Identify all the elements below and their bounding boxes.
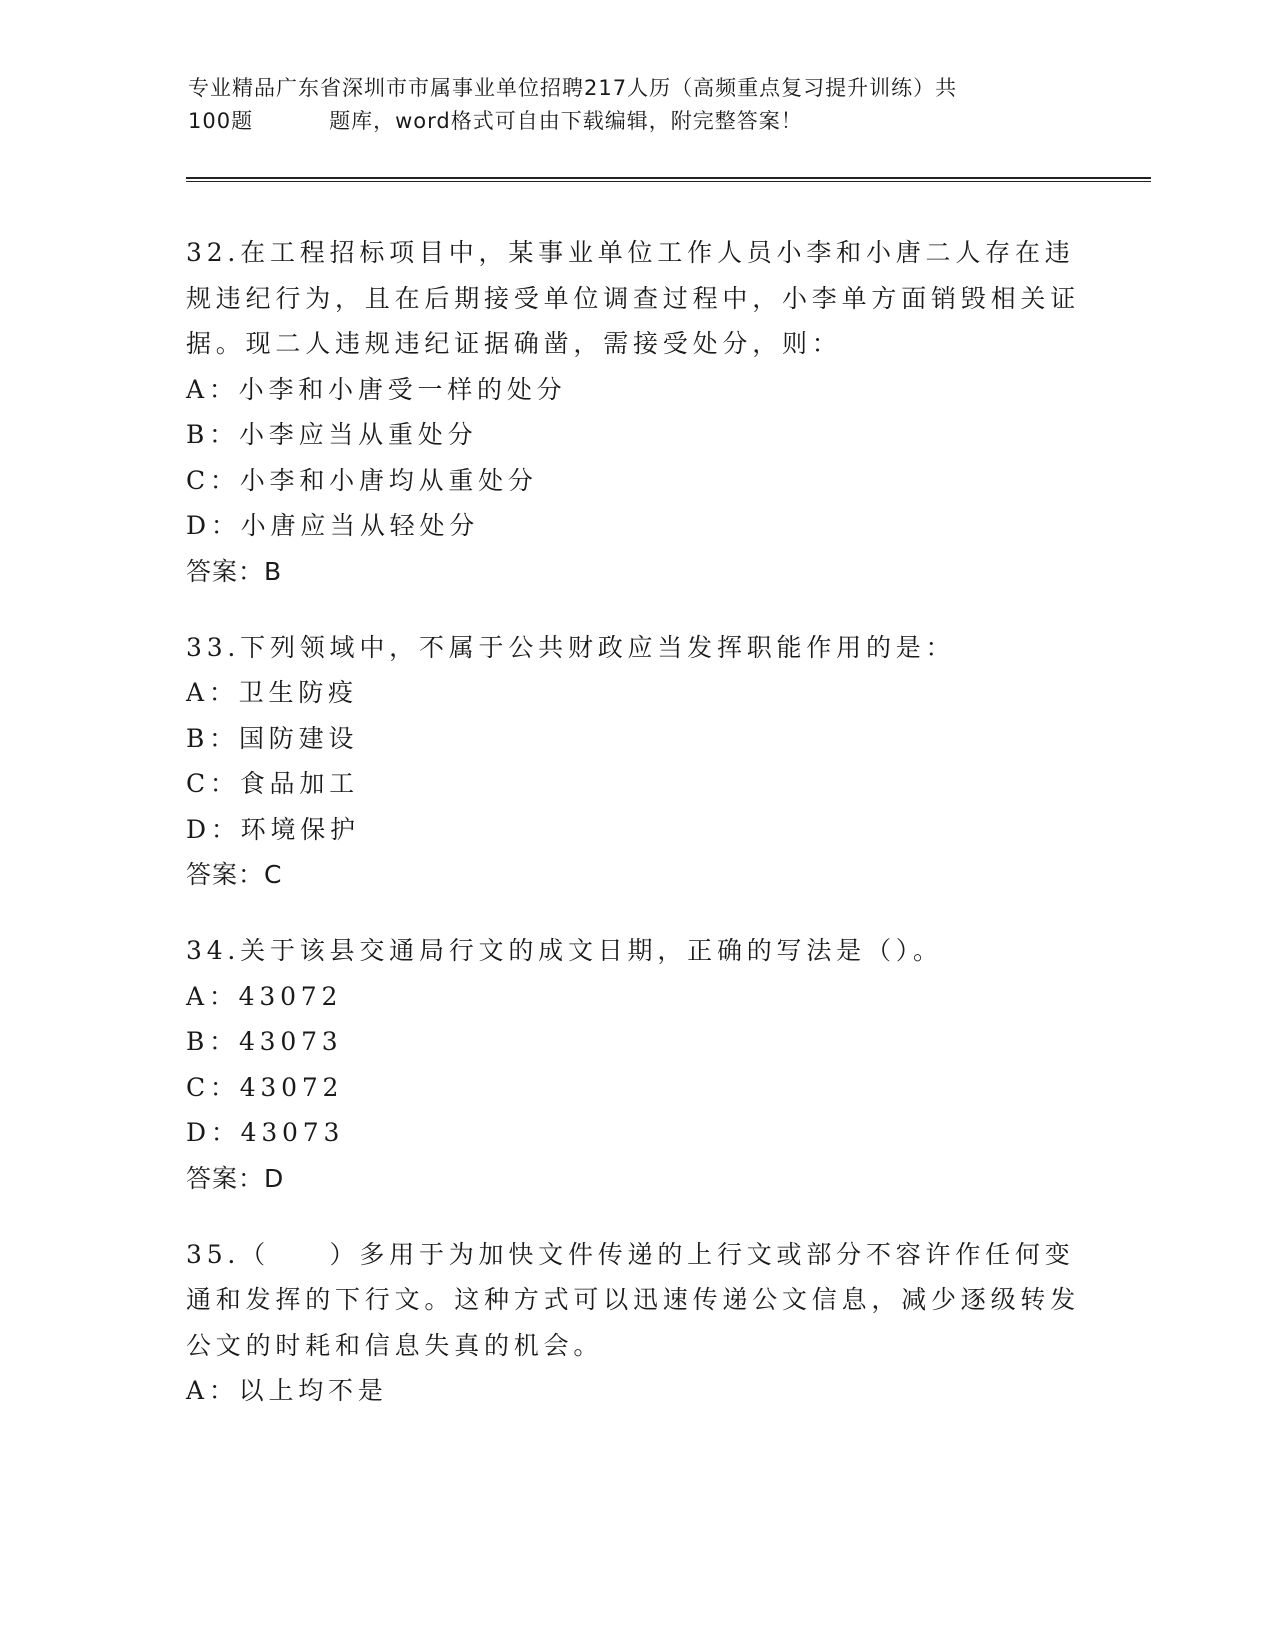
option-d: D：小唐应当从轻处分 [186,511,480,540]
header-count: 100题 [188,109,254,133]
option-a: A：小李和小唐受一样的处分 [186,374,567,404]
question-stem: 35.（ ）多用于为加快文件传递的上行文或部分不容许作任何变通和发挥的下行文。这种方式可以迅速传递公文信息，减少逐级转发公文的时耗和信息失真的机会。 [186,1239,1081,1360]
option-a: A：卫生防疫 [186,678,358,707]
question-stem: 32.在工程招标项目中，某事业单位工作人员小李和小唐二人存在违规违纪行为，且在后期接受单位调查过程中，小李单方面销毁相关证据。现二人违规违纪证据确凿，需接受处分，则： [186,238,1081,358]
header-description: 题库，word格式可自由下载编辑，附完整答案！ [329,109,803,133]
question-stem: 33.下列领域中，不属于公共财政应当发挥职能作用的是： [186,632,956,662]
document-header [188,72,1068,138]
question-35 [186,1232,1086,1414]
option-b: B：国防建设 [186,723,359,753]
option-a: A：43072 [186,981,343,1011]
option-d: D：环境保护 [186,814,360,844]
question-33 [186,625,1086,899]
option-d: D：43073 [186,1118,345,1147]
header-line-2 [188,105,1068,138]
answer: 答案：C [186,860,283,889]
answer: 答案：B [186,556,283,586]
question-34 [186,928,1086,1202]
option-c: C：食品加工 [186,769,359,798]
option-c: C：小李和小唐均从重处分 [186,465,538,495]
header-line-1: 专业精品广东省深圳市市属事业单位招聘217人历（高频重点复习提升训练）共 [188,76,958,100]
question-stem: 34.关于该县交通局行文的成文日期，正确的写法是（）。 [186,936,943,965]
option-c: C：43072 [186,1072,344,1102]
header-rule-thick [186,177,1151,179]
option-a: A：以上均不是 [186,1376,388,1405]
header-rule-thin [186,181,1151,182]
question-list [186,230,1086,1444]
question-32 [186,230,1086,595]
answer: 答案：D [186,1163,285,1193]
option-b: B：小李应当从重处分 [186,420,478,449]
option-b: B：43073 [186,1027,343,1056]
